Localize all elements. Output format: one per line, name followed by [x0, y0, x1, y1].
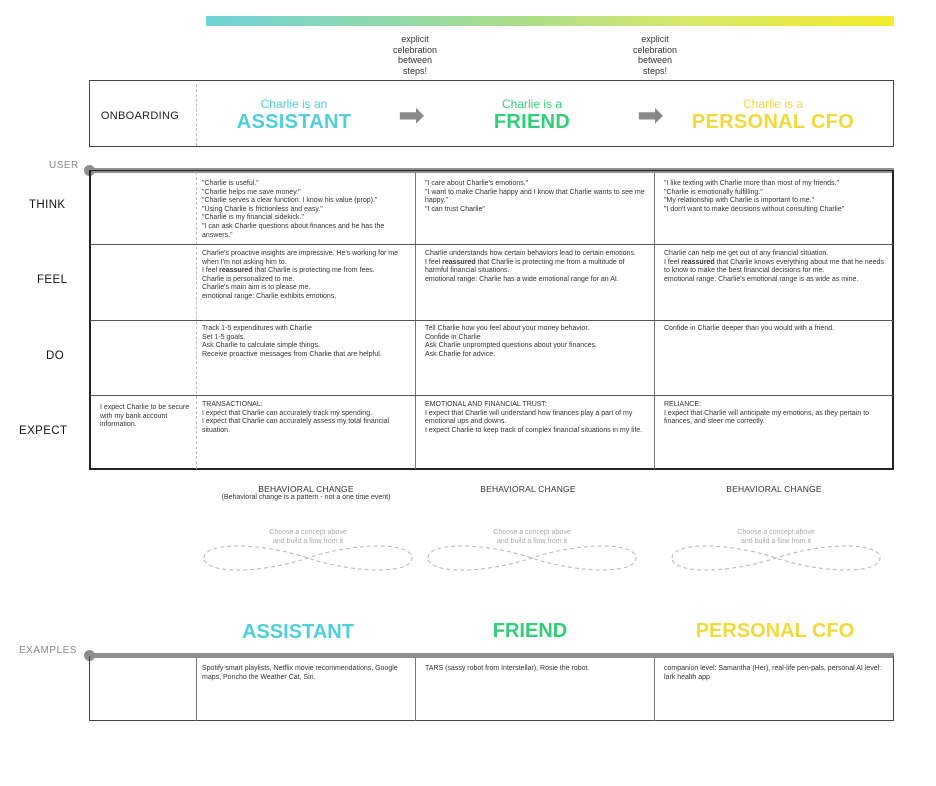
example-title-assistant: ASSISTANT	[242, 621, 354, 643]
behavioral-change-assistant	[196, 484, 416, 501]
grid-divider	[415, 658, 416, 721]
concept-placeholder-text: Choose a concept above and build a flow from it	[269, 529, 347, 545]
row-label-think: THINK	[29, 199, 66, 211]
stage-personal-cfo	[683, 97, 863, 134]
example-cell-friend: TARS (sassy robot from Interstellar), Rosie the robot.	[425, 665, 590, 672]
stage-title: PERSONAL CFO	[691, 111, 855, 133]
stage-sub-label: Charlie is a	[742, 97, 804, 111]
stage-title: ASSISTANT	[236, 111, 352, 133]
cell-expect-friend: EMOTIONAL AND FINANCIAL TRUST: I expect that Charlie will understand how finances play a part of my emotional ups and downs. I expect Charlie to keep track of complex financial situations in my life.	[425, 401, 643, 434]
concept-placeholder-text: Choose a concept above and build a flow from it	[737, 529, 815, 545]
progress-gradient-bar	[206, 16, 894, 26]
example-title-friend: FRIEND	[492, 620, 568, 642]
grid-divider	[654, 658, 655, 721]
grid-row-divider	[90, 320, 893, 321]
cell-think-assistant: "Charlie is useful." "Charlie helps me save money." "Charlie serves a clear function. I know his value (prop)." "Using Charlie is frictionless and easy." "Charlie is my financial sidekick." "I can ask Charlie questions about finances and he has the answers."	[202, 180, 385, 239]
examples-label: EXAMPLES	[19, 645, 77, 656]
row-label-feel: FEEL	[37, 274, 68, 286]
grid-row-divider	[90, 244, 893, 245]
onboarding-label: ONBOARDING	[100, 110, 180, 122]
infinity-loop-icon[interactable]	[668, 538, 884, 578]
cell-expect-onboarding: I expect Charlie to be secure with my bank account information.	[100, 404, 190, 429]
arrow-right-icon: ➡	[398, 97, 425, 133]
grid-divider	[196, 658, 197, 721]
cell-feel-cfo: Charlie can help me get out of any financial situation. I feel reassured that Charlie knows everything about me that he needs to know to make the best financial decisions for me. emotional range: Charlie's emotional range is as wide as mine.	[664, 250, 884, 283]
example-cell-assistant: Spotify smart playlists, Netflix movie recommendations, Google maps, Poncho the Weather Cat, Siri.	[202, 665, 398, 681]
grid-row-divider	[90, 395, 893, 396]
stage-title: FRIEND	[493, 111, 571, 133]
celebration-note-2: explicit celebration between steps!	[632, 34, 678, 76]
cell-expect-assistant: TRANSACTIONAL: I expect that Charlie can accurately track my spending. I expect that Charlie can accurately assess my total financial situation.	[202, 401, 390, 434]
stage-sub-label: Charlie is an	[260, 97, 328, 111]
celebration-note-1: explicit celebration between steps!	[392, 34, 438, 76]
example-title-cfo: PERSONAL CFO	[695, 620, 855, 642]
behavioral-change-title: BEHAVIORAL CHANGE	[258, 484, 354, 494]
onboarding-divider	[196, 84, 197, 146]
concept-placeholder-text: Choose a concept above and build a flow from it	[493, 529, 571, 545]
cell-do-cfo: Confide in Charlie deeper than you would with a friend.	[664, 325, 835, 332]
arrow-right-icon: ➡	[637, 97, 664, 133]
stage-assistant	[214, 97, 374, 134]
cell-feel-assistant: Charlie's proactive insights are impressive. He's working for me when I'm not asking him to. I feel reassured that Charlie is protecting me from fees. Charlie is personalized to me. Charlie's main aim is to please me. emotional range: Charlie exhibits emotions.	[202, 250, 399, 300]
cell-feel-friend: Charlie understands how certain behaviors lead to certain emotions. I feel reassured that Charlie is protecting me from a multitude of harmful financial situations. emotional range: Charlie has a wide emotional range for an AI.	[425, 250, 636, 283]
example-cell-cfo: companion level: Samantha (Her), real-life pen-pals, personal AI level: lark health app	[664, 665, 882, 681]
cell-think-friend: "I care about Charlie's emotions." "I want to make Charlie happy and I know that Charlie wants to see me happy." "I can trust Charlie"	[425, 180, 645, 213]
user-label: USER	[49, 160, 79, 171]
stage-friend	[452, 97, 612, 134]
behavioral-change-friend: BEHAVIORAL CHANGE	[480, 484, 576, 494]
infinity-loop-icon[interactable]	[424, 538, 640, 578]
row-label-expect: EXPECT	[19, 425, 68, 437]
cell-do-friend: Tell Charlie how you feel about your money behavior. Confide in Charlie Ask Charlie unprompted questions about your finances. Ask Charlie for advice.	[425, 325, 597, 358]
row-label-do: DO	[46, 350, 65, 362]
infinity-loop-icon[interactable]	[200, 538, 416, 578]
cell-think-cfo: "I like texting with Charlie more than most of my friends." "Charlie is emotionally fulfilling." "My relationship with Charlie is important to me." "I don't want to make decisions without consulting Charlie"	[664, 180, 845, 213]
cell-do-assistant: Track 1-5 expenditures with Charlie Set 1-5 goals. Ask Charlie to calculate simple things. Receive proactive messages from Charlie that are helpful.	[202, 325, 382, 358]
cell-expect-cfo: RELIANCE: I expect that Charlie will anticipate my emotions, as they pertain to finances, and steer me correctly.	[664, 401, 870, 426]
behavioral-change-cfo: BEHAVIORAL CHANGE	[726, 484, 822, 494]
stage-sub-label: Charlie is a	[501, 97, 563, 111]
behavioral-change-note: (Behavioral change is a pattern - not a one time event)	[221, 494, 391, 501]
